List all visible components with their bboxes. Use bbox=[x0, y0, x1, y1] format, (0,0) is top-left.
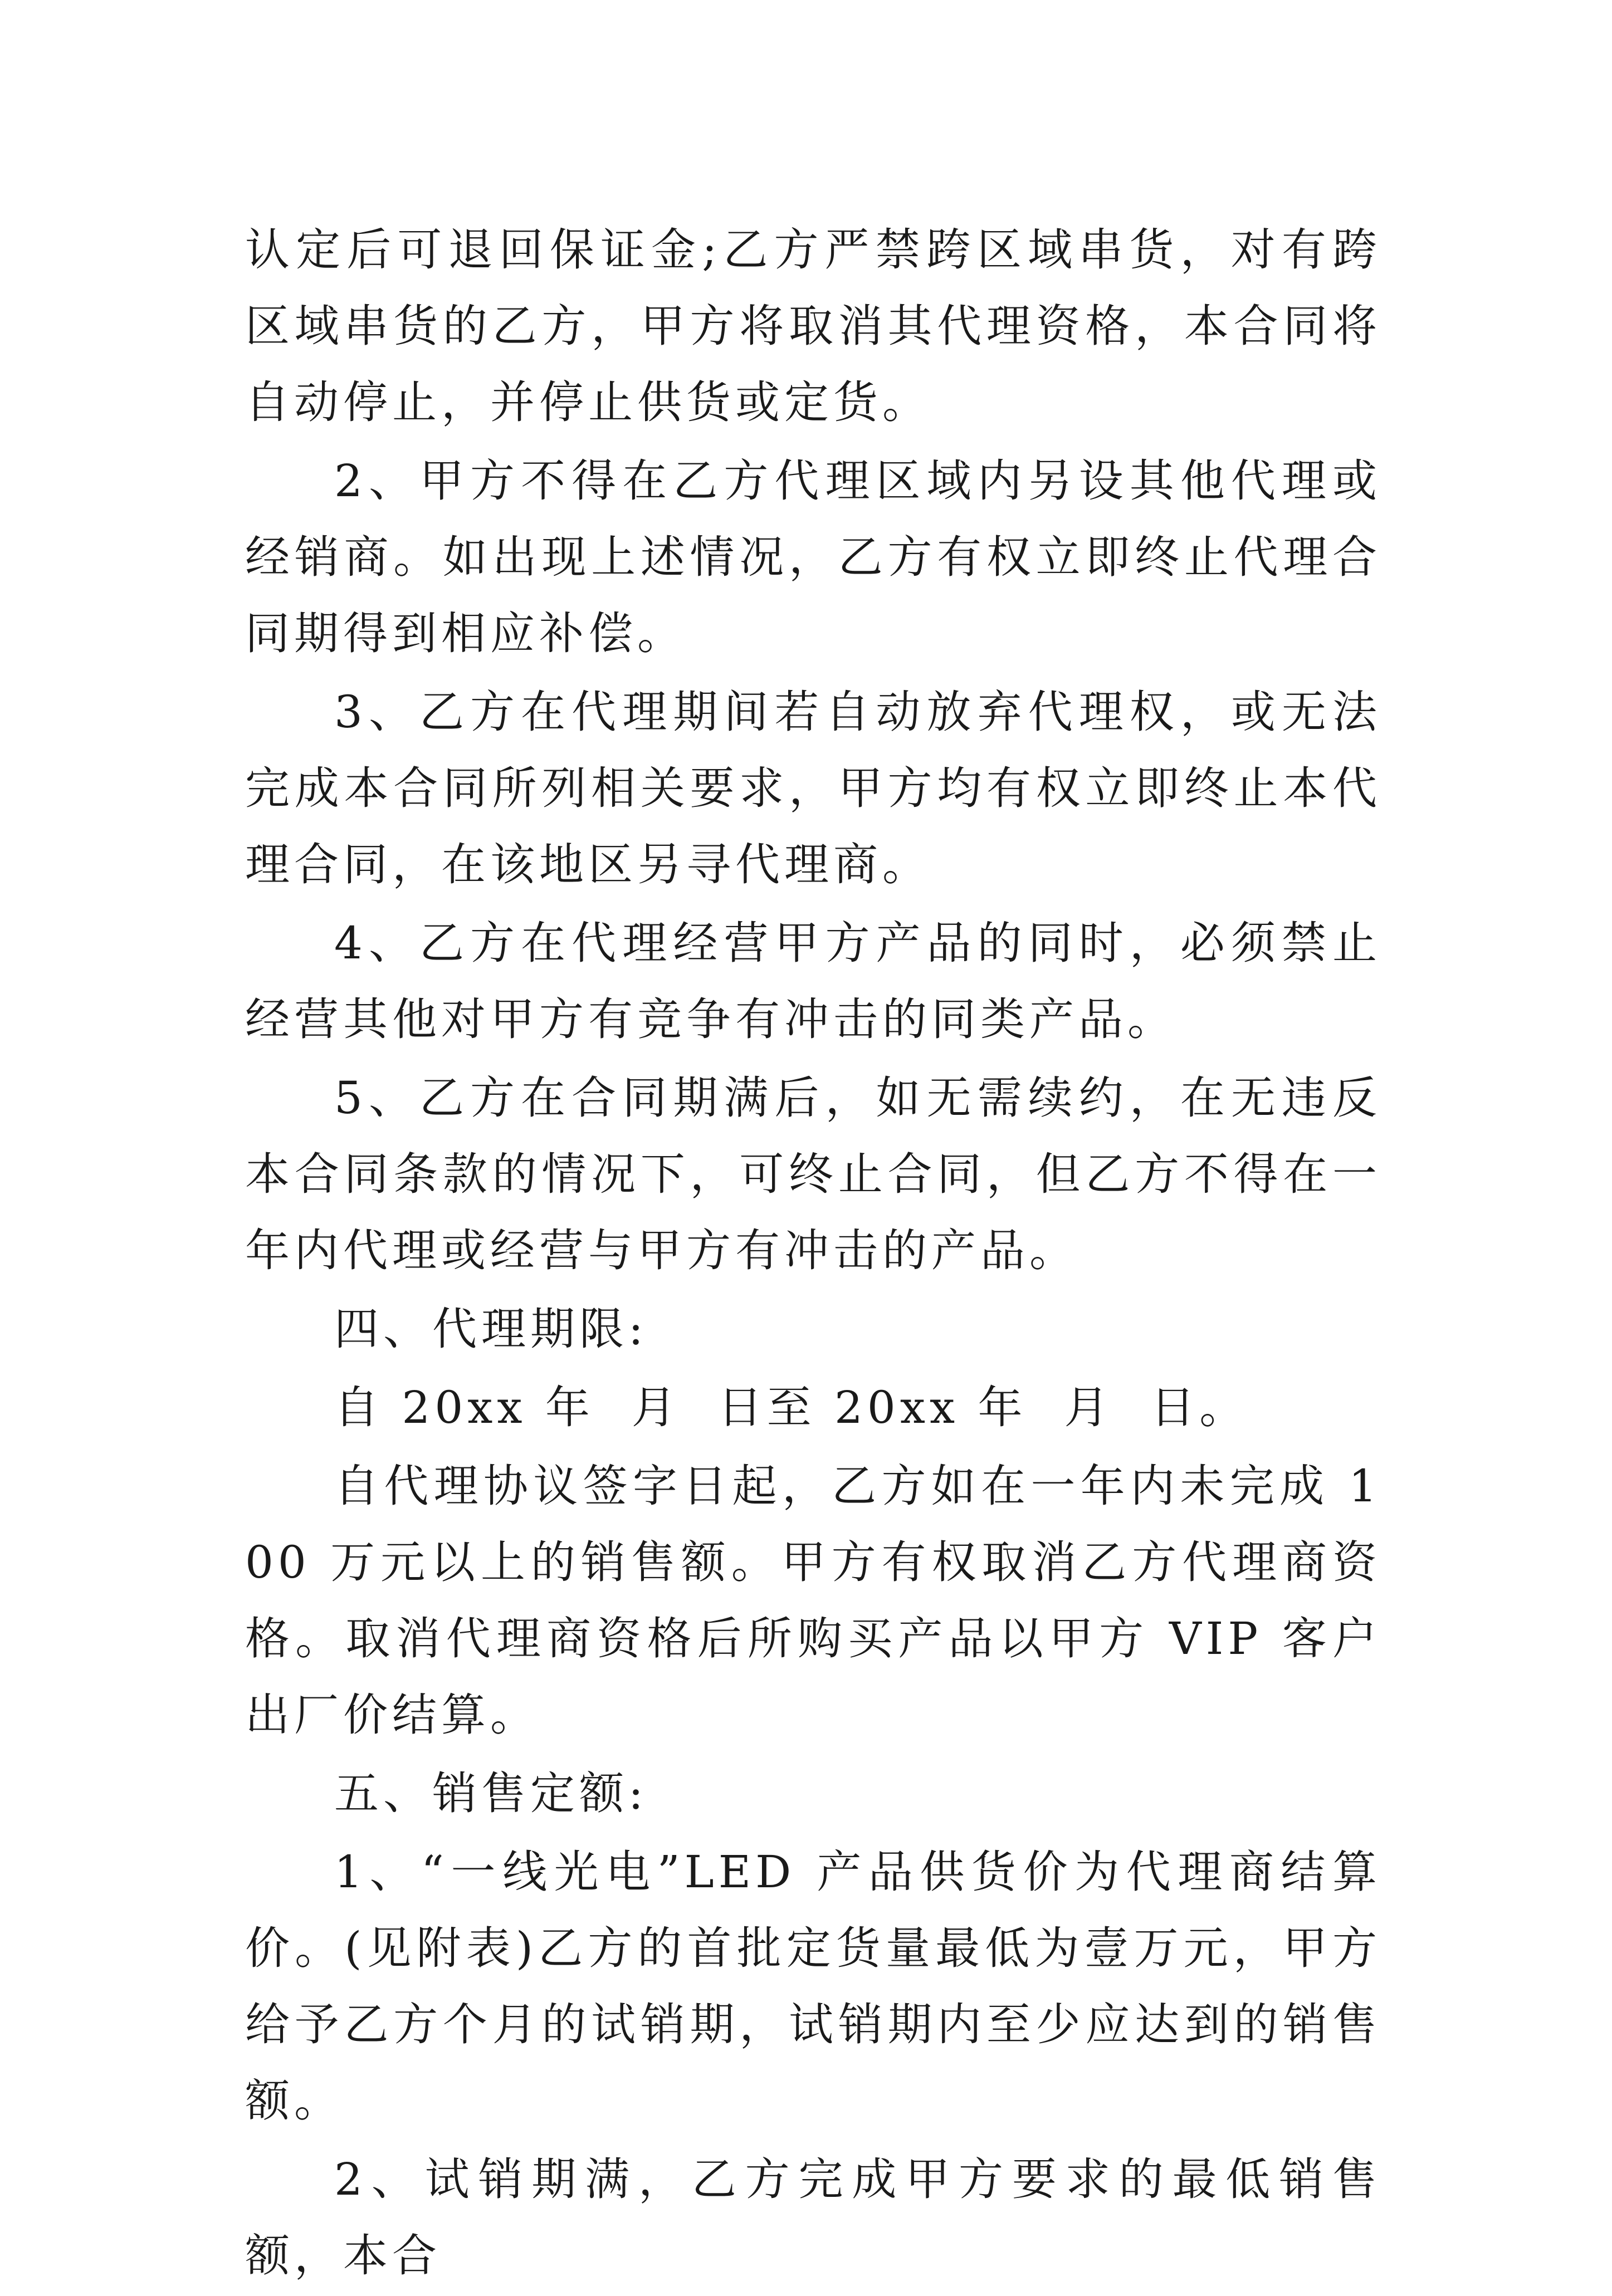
paragraph-term-conditions: 自代理协议签字日起，乙方如在一年内未完成 100 万元以上的销售额。甲方有权取消乙方代理商资格。取消代理商资格后所购买产品以甲方 VIP 客户出厂价结算。 bbox=[245, 1460, 1381, 1741]
paragraph-quota-1: 1、“一线光电”LED 产品供货价为代理商结算价。(见附表)乙方的首批定货量最低为壹万元，甲方给予乙方个月的试销期，试销期内至少应达到的销售额。 bbox=[245, 1846, 1381, 2127]
paragraph-term-dates: 自 20xx 年 月 日至 20xx 年 月 日。 bbox=[334, 1382, 1249, 1433]
section-heading-term: 四、代理期限: bbox=[334, 1303, 648, 1355]
paragraph-3: 3、乙方在代理期间若自动放弃代理权，或无法完成本合同所列相关要求，甲方均有权立即终止本代理合同，在该地区另寻代理商。 bbox=[245, 686, 1381, 890]
document-body bbox=[245, 212, 1381, 2296]
paragraph-1: 认定后可退回保证金;乙方严禁跨区域串货，对有跨区域串货的乙方，甲方将取消其代理资格，本合同将自动停止，并停止供货或定货。 bbox=[245, 224, 1381, 428]
paragraph-2: 2、甲方不得在乙方代理区域内另设其他代理或经销商。如出现上述情况，乙方有权立即终止代理合同期得到相应补偿。 bbox=[245, 455, 1381, 659]
section-heading-sales-quota: 五、销售定额: bbox=[334, 1768, 648, 1819]
paragraph-quota-2: 2、试销期满，乙方完成甲方要求的最低销售额，本合 bbox=[245, 2153, 1381, 2282]
paragraph-5: 5、乙方在合同期满后，如无需续约，在无违反本合同条款的情况下，可终止合同，但乙方不得在一年内代理或经营与甲方有冲击的产品。 bbox=[245, 1072, 1381, 1276]
paragraph-4: 4、乙方在代理经营甲方产品的同时，必须禁止经营其他对甲方有竞争有冲击的同类产品。 bbox=[245, 917, 1381, 1045]
